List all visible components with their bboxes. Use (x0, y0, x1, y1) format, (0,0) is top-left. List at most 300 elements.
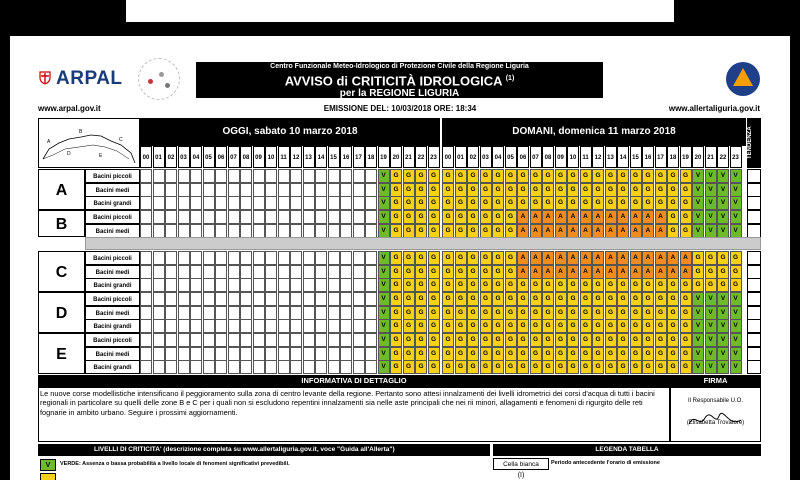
liguria-map-icon (39, 119, 139, 167)
criticality-cell: V (717, 210, 729, 224)
criticality-cell (253, 333, 265, 347)
criticality-cell: V (692, 306, 704, 320)
criticality-cell (365, 347, 377, 361)
hour-today-12: 12 (290, 146, 302, 168)
criticality-cell (315, 292, 327, 306)
criticality-cell: G (542, 183, 554, 197)
criticality-cell: G (680, 360, 692, 374)
criticality-cell: G (480, 306, 492, 320)
criticality-cell: V (378, 333, 390, 347)
criticality-cell (203, 360, 215, 374)
criticality-cell (340, 196, 352, 210)
criticality-cell: V (705, 347, 717, 361)
criticality-cell: G (428, 183, 440, 197)
criticality-cell: G (680, 169, 692, 183)
criticality-cell (215, 210, 227, 224)
criticality-cell (240, 278, 252, 292)
criticality-cell: G (390, 169, 402, 183)
criticality-cell: G (555, 347, 567, 361)
info-text: Le nuove corse modellistiche intensificano il peggioramento sulla zona di centro levante della regione. Pertanto sono attesi innalzamenti dei livelli idrometrici dei corsi d'acqua di tutti i bacini regionali in particolare su quelli delle zone B e C per i quali non si escludono repentini innalzamenti sia nelle aste principali che nei rii minori, allagamenti e fenomeni di rigurgito delle reti fognarie in ambito urbano. Seguire i prossimi aggiornamenti. (40, 389, 655, 417)
criticality-cell: G (455, 347, 467, 361)
criticality-cell: A (617, 210, 629, 224)
criticality-cell: G (667, 210, 679, 224)
criticality-cell: G (403, 292, 415, 306)
criticality-cell (365, 292, 377, 306)
criticality-cell: A (605, 265, 617, 279)
criticality-cell: V (692, 196, 704, 210)
hour-today-01: 01 (153, 146, 165, 168)
criticality-cell (215, 169, 227, 183)
criticality-cell: G (542, 278, 554, 292)
criticality-cell (178, 251, 190, 265)
criticality-cell (190, 347, 202, 361)
criticality-cell: G (655, 292, 667, 306)
criticality-cell: G (428, 333, 440, 347)
criticality-cell: G (667, 292, 679, 306)
criticality-cell: G (542, 292, 554, 306)
criticality-cell (290, 347, 302, 361)
criticality-cell (178, 224, 190, 238)
criticality-cell: G (442, 360, 454, 374)
criticality-cell (240, 347, 252, 361)
criticality-cell: G (442, 196, 454, 210)
criticality-cell: G (580, 306, 592, 320)
criticality-cell (178, 278, 190, 292)
criticality-cell: G (442, 306, 454, 320)
criticality-cell: G (580, 169, 592, 183)
criticality-cell: G (592, 319, 604, 333)
criticality-cell (165, 306, 177, 320)
hour-today-14: 14 (315, 146, 327, 168)
hour-tomorrow-08: 08 (542, 146, 554, 168)
criticality-cell (315, 360, 327, 374)
criticality-cell (278, 333, 290, 347)
criticality-cell (253, 292, 265, 306)
criticality-cell: G (605, 319, 617, 333)
day-tomorrow-header: DOMANI, domenica 11 marzo 2018 (442, 118, 746, 146)
criticality-cell (303, 278, 315, 292)
protezione-civile-icon (726, 62, 760, 96)
criticality-cell: V (730, 306, 742, 320)
criticality-cell (315, 306, 327, 320)
criticality-cell: G (390, 224, 402, 238)
criticality-cell: G (492, 224, 504, 238)
criticality-cell: G (517, 278, 529, 292)
criticality-cell (328, 224, 340, 238)
criticality-cell: G (617, 306, 629, 320)
hour-today-19: 19 (378, 146, 390, 168)
basin-label: Bacini grandi (85, 319, 140, 333)
criticality-cell (228, 210, 240, 224)
criticality-cell: G (530, 319, 542, 333)
criticality-cell: G (592, 292, 604, 306)
criticality-cell (215, 224, 227, 238)
criticality-cell (153, 196, 165, 210)
alert-page (10, 36, 790, 480)
criticality-cell (215, 347, 227, 361)
criticality-cell: V (717, 319, 729, 333)
arpal-link[interactable]: www.arpal.gov.it (38, 104, 101, 113)
criticality-cell (328, 183, 340, 197)
legend-header: LEGENDA TABELLA (493, 444, 761, 456)
criticality-cell: G (655, 333, 667, 347)
criticality-cell: G (605, 360, 617, 374)
criticality-cell (303, 224, 315, 238)
criticality-cell: V (692, 183, 704, 197)
criticality-cell (178, 347, 190, 361)
criticality-cell: G (580, 360, 592, 374)
hour-tomorrow-01: 01 (455, 146, 467, 168)
criticality-cell: G (428, 360, 440, 374)
criticality-cell: A (567, 210, 579, 224)
criticality-cell: G (617, 347, 629, 361)
criticality-cell (253, 169, 265, 183)
criticality-cell (240, 333, 252, 347)
criticality-cell: G (442, 292, 454, 306)
criticality-cell: G (630, 306, 642, 320)
hour-tomorrow-05: 05 (505, 146, 517, 168)
criticality-cell (365, 210, 377, 224)
criticality-cell (340, 360, 352, 374)
criticality-cell: G (642, 183, 654, 197)
criticality-cell: G (542, 196, 554, 210)
criticality-cell (165, 278, 177, 292)
criticality-cell (340, 319, 352, 333)
criticality-cell: A (642, 251, 654, 265)
criticality-cell: G (542, 169, 554, 183)
criticality-cell: G (567, 183, 579, 197)
criticality-cell: G (567, 196, 579, 210)
criticality-cell: A (642, 224, 654, 238)
criticality-cell: G (580, 292, 592, 306)
criticality-cell (140, 333, 152, 347)
criticality-cell (203, 265, 215, 279)
criticality-cell (203, 210, 215, 224)
criticality-cell (365, 183, 377, 197)
criticality-cell: G (605, 292, 617, 306)
trend-cell (747, 224, 761, 238)
criticality-cell: G (667, 306, 679, 320)
criticality-cell: G (428, 210, 440, 224)
criticality-cell: G (480, 319, 492, 333)
criticality-cell (178, 292, 190, 306)
trend-cell (747, 265, 761, 279)
criticality-cell (290, 360, 302, 374)
criticality-cell (240, 169, 252, 183)
criticality-cell: V (717, 333, 729, 347)
criticality-cell: A (592, 265, 604, 279)
criticality-cell: G (415, 196, 427, 210)
criticality-cell: G (517, 319, 529, 333)
hour-today-15: 15 (328, 146, 340, 168)
criticality-cell: A (517, 251, 529, 265)
trend-cell (747, 360, 761, 374)
criticality-cell (203, 278, 215, 292)
hour-today-23: 23 (428, 146, 440, 168)
criticality-cell (265, 183, 277, 197)
criticality-cell: V (378, 278, 390, 292)
criticality-cell (215, 265, 227, 279)
criticality-cell: G (517, 360, 529, 374)
criticality-cell (365, 265, 377, 279)
criticality-cell: G (442, 278, 454, 292)
criticality-cell (303, 319, 315, 333)
criticality-cell (365, 306, 377, 320)
criticality-cell (278, 183, 290, 197)
criticality-cell (140, 360, 152, 374)
criticality-cell (353, 169, 365, 183)
criticality-cell (315, 333, 327, 347)
criticality-cell (253, 319, 265, 333)
criticality-cell: G (630, 278, 642, 292)
criticality-cell: G (617, 169, 629, 183)
criticality-cell (365, 278, 377, 292)
criticality-cell: G (655, 278, 667, 292)
criticality-cell: A (655, 210, 667, 224)
criticality-cell (278, 251, 290, 265)
criticality-cell: G (555, 169, 567, 183)
criticality-cell (365, 224, 377, 238)
criticality-cell (315, 319, 327, 333)
criticality-cell: V (692, 169, 704, 183)
criticality-cell: G (630, 183, 642, 197)
criticality-cell: G (455, 210, 467, 224)
criticality-cell: G (605, 278, 617, 292)
criticality-cell (253, 196, 265, 210)
criticality-cell (290, 306, 302, 320)
zone-b: B (38, 210, 85, 237)
criticality-cell: G (580, 196, 592, 210)
hour-tomorrow-00: 00 (442, 146, 454, 168)
criticality-cell: A (555, 210, 567, 224)
criticality-cell (165, 224, 177, 238)
criticality-cell (315, 347, 327, 361)
allertaliguria-link[interactable]: www.allertaliguria.gov.it (668, 104, 760, 113)
criticality-cell (240, 251, 252, 265)
criticality-cell: G (555, 306, 567, 320)
criticality-cell (153, 292, 165, 306)
criticality-cell: A (567, 265, 579, 279)
criticality-cell: G (390, 196, 402, 210)
criticality-cell: G (642, 333, 654, 347)
criticality-cell: G (403, 306, 415, 320)
criticality-cell (140, 319, 152, 333)
criticality-cell (353, 210, 365, 224)
criticality-cell (365, 319, 377, 333)
criticality-cell: G (655, 319, 667, 333)
criticality-cell: G (642, 319, 654, 333)
criticality-cell (165, 292, 177, 306)
criticality-cell: G (655, 360, 667, 374)
criticality-cell (328, 333, 340, 347)
criticality-cell (265, 347, 277, 361)
criticality-cell: G (567, 292, 579, 306)
criticality-cell (178, 319, 190, 333)
criticality-cell: V (378, 169, 390, 183)
criticality-cell: V (378, 210, 390, 224)
criticality-cell: A (555, 224, 567, 238)
criticality-cell: G (667, 196, 679, 210)
criticality-cell (290, 183, 302, 197)
criticality-cell (215, 251, 227, 265)
criticality-cell: G (630, 292, 642, 306)
basin-label: Bacini piccoli (85, 251, 140, 265)
criticality-cell (178, 360, 190, 374)
liguria-map (38, 118, 140, 168)
criticality-cell: V (717, 169, 729, 183)
criticality-cell: G (642, 360, 654, 374)
criticality-cell (203, 292, 215, 306)
criticality-cell: G (542, 319, 554, 333)
hour-tomorrow-17: 17 (655, 146, 667, 168)
criticality-cell: G (442, 169, 454, 183)
criticality-cell (315, 196, 327, 210)
hour-tomorrow-20: 20 (692, 146, 704, 168)
criticality-cell (365, 196, 377, 210)
criticality-cell (140, 265, 152, 279)
criticality-cell (253, 306, 265, 320)
criticality-cell: A (655, 265, 667, 279)
criticality-cell (303, 251, 315, 265)
criticality-cell: V (705, 319, 717, 333)
criticality-cell (153, 224, 165, 238)
criticality-cell: G (415, 169, 427, 183)
criticality-cell: G (530, 347, 542, 361)
criticality-cell: G (428, 292, 440, 306)
info-header: INFORMATIVA DI DETTAGLIO (38, 375, 670, 387)
criticality-cell: G (480, 360, 492, 374)
criticality-cell (303, 292, 315, 306)
criticality-cell: G (542, 347, 554, 361)
criticality-cell (215, 319, 227, 333)
criticality-cell: A (580, 210, 592, 224)
hour-tomorrow-10: 10 (567, 146, 579, 168)
criticality-cell: G (480, 210, 492, 224)
criticality-cell: G (480, 169, 492, 183)
hour-today-00: 00 (140, 146, 152, 168)
criticality-cell (165, 333, 177, 347)
criticality-cell: G (567, 319, 579, 333)
criticality-cell: G (467, 306, 479, 320)
criticality-cell: A (542, 251, 554, 265)
criticality-cell (315, 278, 327, 292)
criticality-cell: V (378, 292, 390, 306)
criticality-cell: G (555, 333, 567, 347)
criticality-cell (303, 360, 315, 374)
hour-today-06: 06 (215, 146, 227, 168)
center-name: Centro Funzionale Meteo-Idrologico di Protezione Civile della Regione Liguria (270, 63, 529, 70)
firma-role: Il Responsabile U.O. (687, 398, 744, 404)
criticality-cell (328, 278, 340, 292)
criticality-cell: G (680, 183, 692, 197)
criticality-cell (165, 319, 177, 333)
criticality-cell (228, 183, 240, 197)
criticality-cell: G (492, 319, 504, 333)
criticality-cell: G (605, 196, 617, 210)
criticality-cell (153, 306, 165, 320)
hour-today-02: 02 (165, 146, 177, 168)
levels-header: LIVELLI DI CRITICITA' (descrizione completa su www.allertaliguria.gov.it, voce "Guida all'Allerta") (38, 444, 490, 456)
basin-label: Bacini piccoli (85, 333, 140, 347)
criticality-cell: G (403, 360, 415, 374)
criticality-cell (190, 265, 202, 279)
criticality-cell (353, 278, 365, 292)
criticality-cell (190, 210, 202, 224)
separator-row (85, 237, 761, 250)
criticality-cell (340, 306, 352, 320)
criticality-cell: A (680, 265, 692, 279)
criticality-cell: G (505, 265, 517, 279)
criticality-cell: A (580, 224, 592, 238)
criticality-cell: V (378, 347, 390, 361)
hour-tomorrow-11: 11 (580, 146, 592, 168)
criticality-cell (328, 292, 340, 306)
criticality-cell (228, 360, 240, 374)
criticality-cell: G (542, 333, 554, 347)
criticality-cell: G (605, 347, 617, 361)
criticality-cell (228, 265, 240, 279)
criticality-cell: G (567, 306, 579, 320)
criticality-cell: G (530, 306, 542, 320)
liguria-shield-icon (38, 71, 52, 85)
criticality-cell: G (467, 333, 479, 347)
criticality-cell (328, 251, 340, 265)
criticality-cell: G (390, 210, 402, 224)
criticality-cell (140, 292, 152, 306)
criticality-cell: A (630, 265, 642, 279)
criticality-cell: A (605, 251, 617, 265)
criticality-cell: G (555, 360, 567, 374)
page-title: AVVISO di CRITICITÀ IDROLOGICA $^{(1)}$ (284, 73, 515, 89)
criticality-cell: G (542, 306, 554, 320)
criticality-cell: A (642, 210, 654, 224)
criticality-cell (353, 319, 365, 333)
criticality-cell: V (692, 292, 704, 306)
criticality-cell (340, 210, 352, 224)
criticality-cell: A (630, 251, 642, 265)
criticality-cell: G (467, 210, 479, 224)
criticality-cell: A (667, 265, 679, 279)
criticality-cell (303, 210, 315, 224)
legend-value-white: Periodo antecedente l'orario di emissione (551, 460, 660, 466)
criticality-cell: G (505, 319, 517, 333)
criticality-cell (278, 292, 290, 306)
criticality-cell: G (442, 333, 454, 347)
criticality-cell (278, 306, 290, 320)
criticality-cell: G (492, 306, 504, 320)
criticality-cell (215, 183, 227, 197)
hour-today-05: 05 (203, 146, 215, 168)
criticality-cell: A (630, 224, 642, 238)
criticality-cell (340, 183, 352, 197)
criticality-cell: G (642, 278, 654, 292)
basin-label: Bacini medi (85, 224, 140, 238)
criticality-cell: G (705, 251, 717, 265)
criticality-cell: G (428, 278, 440, 292)
criticality-cell: V (717, 347, 729, 361)
criticality-cell (165, 265, 177, 279)
criticality-cell (365, 169, 377, 183)
criticality-cell: G (505, 333, 517, 347)
criticality-cell: A (592, 251, 604, 265)
criticality-cell (278, 265, 290, 279)
criticality-cell: G (667, 319, 679, 333)
criticality-cell: G (480, 224, 492, 238)
criticality-cell (178, 210, 190, 224)
criticality-cell (190, 360, 202, 374)
criticality-cell (328, 265, 340, 279)
criticality-cell: G (655, 196, 667, 210)
